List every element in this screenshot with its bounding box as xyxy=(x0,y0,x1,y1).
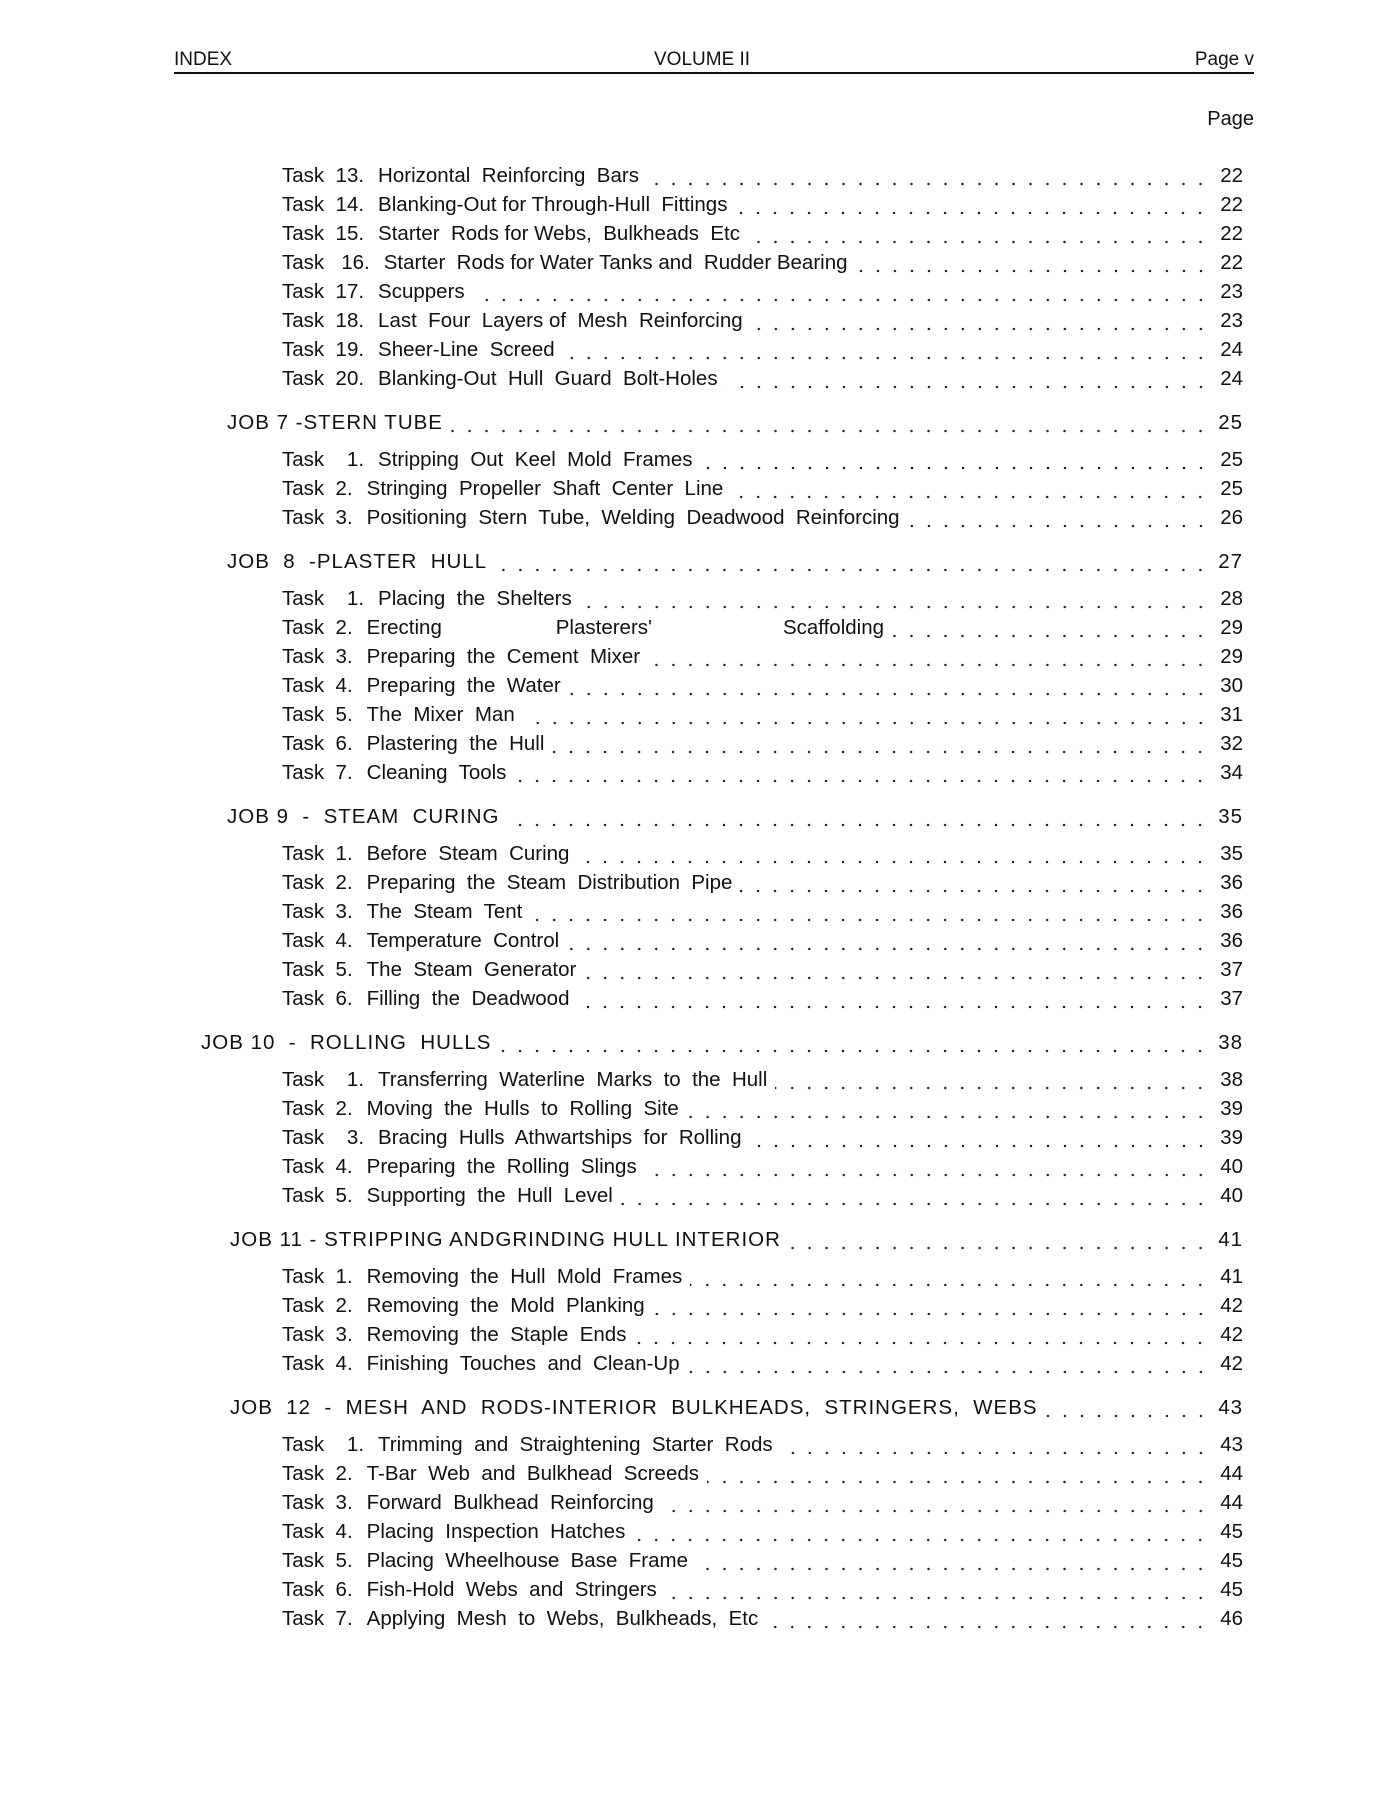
task-number: Task 5. xyxy=(282,1549,353,1572)
toc-job-entry xyxy=(0,550,1399,579)
dot-leader xyxy=(781,1451,1209,1455)
task-number: Task 1. xyxy=(282,1068,365,1091)
task-number: Task 4. xyxy=(282,674,353,697)
page-number: 45 xyxy=(1220,1549,1243,1572)
page-number: 45 xyxy=(1220,1520,1243,1543)
task-title: Removing the Mold Planking xyxy=(366,1294,645,1317)
page-number: 38 xyxy=(1218,1031,1243,1054)
toc-task-entry xyxy=(0,842,1399,871)
task-title: Trimming and Straightening Starter Rods xyxy=(378,1433,773,1456)
task-number: Task 4. xyxy=(282,1155,353,1178)
task-title: Blanking-Out Hull Guard Bolt-Holes xyxy=(378,367,718,390)
page-number: 36 xyxy=(1220,871,1243,894)
dot-leader xyxy=(735,211,1209,215)
task-number: Task 3. xyxy=(282,900,353,923)
task-number: Task 6. xyxy=(282,1578,353,1601)
page-number: 39 xyxy=(1220,1126,1243,1149)
toc-task-entry xyxy=(0,1184,1399,1213)
page-number: 24 xyxy=(1220,367,1243,390)
task-number: Task 2. xyxy=(282,1097,353,1120)
task-title: Transferring Waterline Marks to the Hull xyxy=(378,1068,768,1091)
toc-task-entry xyxy=(0,1520,1399,1549)
dot-leader xyxy=(775,1086,1209,1090)
toc-task-entry xyxy=(0,506,1399,535)
toc-task-entry xyxy=(0,674,1399,703)
task-number: Task 20. xyxy=(282,367,365,390)
page-number: 43 xyxy=(1220,1433,1243,1456)
task-number: Task 2. xyxy=(282,1462,353,1485)
task-number: Task 16. xyxy=(282,251,370,274)
toc-task-entry xyxy=(0,193,1399,222)
task-title: The Steam Tent xyxy=(366,900,523,923)
task-title: Preparing the Water xyxy=(366,674,561,697)
page-number: 26 xyxy=(1220,506,1243,529)
dot-leader xyxy=(1046,1414,1209,1418)
page-column-label: Page xyxy=(1207,108,1254,130)
page-number: 25 xyxy=(1220,477,1243,500)
toc-job-entry xyxy=(0,411,1399,440)
task-title: The Steam Generator xyxy=(366,958,577,981)
toc-task-entry xyxy=(0,900,1399,929)
task-number: Task 6. xyxy=(282,732,353,755)
page-number: 22 xyxy=(1220,164,1243,187)
dot-leader xyxy=(507,823,1209,827)
page-number: 23 xyxy=(1220,309,1243,332)
toc-task-entry xyxy=(0,871,1399,900)
task-title: Bracing Hulls Athwartships for Rolling xyxy=(378,1126,742,1149)
task-title: Placing the Shelters xyxy=(378,587,572,610)
dot-leader xyxy=(665,1596,1209,1600)
task-title: Supporting the Hull Level xyxy=(366,1184,613,1207)
task-number: Task 19. xyxy=(282,338,365,361)
task-title: Preparing the Cement Mixer xyxy=(366,645,641,668)
toc-task-entry xyxy=(0,616,1399,645)
task-number: Task 4. xyxy=(282,1352,353,1375)
page-number: 29 xyxy=(1220,616,1243,639)
dot-leader xyxy=(740,889,1209,893)
task-number: Task 15. xyxy=(282,222,365,245)
page-number: 42 xyxy=(1220,1323,1243,1346)
dot-leader xyxy=(530,918,1209,922)
page-number: 42 xyxy=(1220,1294,1243,1317)
toc-job-entry xyxy=(0,1228,1399,1257)
page-number: 22 xyxy=(1220,193,1243,216)
task-number: Task 17. xyxy=(282,280,365,303)
task-number: Task 4. xyxy=(282,929,353,952)
dot-leader xyxy=(908,524,1209,528)
page-number: 32 xyxy=(1220,732,1243,755)
task-title: Starter Rods for Water Tanks and Rudder Bearing xyxy=(383,251,848,274)
task-title: Temperature Control xyxy=(366,929,560,952)
toc-job-entry xyxy=(0,1031,1399,1060)
dot-leader xyxy=(567,947,1209,951)
task-title: Finishing Touches and Clean-Up xyxy=(366,1352,680,1375)
job-title: JOB 11 - STRIPPING ANDGRINDING HULL INTERIOR xyxy=(230,1228,781,1251)
page-number: 24 xyxy=(1220,338,1243,361)
page-number: 42 xyxy=(1220,1352,1243,1375)
task-title: Before Steam Curing xyxy=(366,842,570,865)
dot-leader xyxy=(701,466,1210,470)
dot-leader xyxy=(766,1625,1209,1629)
dot-leader xyxy=(688,1370,1209,1374)
task-number: Task 7. xyxy=(282,761,353,784)
page-number: 34 xyxy=(1220,761,1243,784)
task-number: Task 3. xyxy=(282,1491,353,1514)
page-number: 31 xyxy=(1220,703,1243,726)
task-number: Task 2. xyxy=(282,616,353,639)
task-title: Placing Wheelhouse Base Frame xyxy=(366,1549,688,1572)
toc-task-entry xyxy=(0,309,1399,338)
task-title: Fish-Hold Webs and Stringers xyxy=(366,1578,657,1601)
dot-leader xyxy=(621,1202,1209,1206)
page-number: 25 xyxy=(1218,411,1243,434)
job-title: JOB 10 - ROLLING HULLS xyxy=(201,1031,492,1054)
dot-leader xyxy=(645,1173,1209,1177)
toc-task-entry xyxy=(0,1155,1399,1184)
dot-leader xyxy=(633,1538,1209,1542)
page-number: 22 xyxy=(1220,222,1243,245)
dot-leader xyxy=(648,663,1209,667)
toc-task-entry xyxy=(0,1578,1399,1607)
dot-leader xyxy=(856,269,1209,273)
header-page-number: Page v xyxy=(1194,49,1254,70)
dot-leader xyxy=(514,779,1209,783)
dot-leader xyxy=(580,605,1209,609)
page-number: 41 xyxy=(1220,1265,1243,1288)
page-number: 29 xyxy=(1220,645,1243,668)
task-number: Task 3. xyxy=(282,506,353,529)
dot-leader xyxy=(731,495,1209,499)
toc-task-entry xyxy=(0,367,1399,396)
page-number: 40 xyxy=(1220,1184,1243,1207)
page-number: 22 xyxy=(1220,251,1243,274)
dot-leader xyxy=(707,1480,1209,1484)
task-title: Plastering the Hull xyxy=(366,732,545,755)
page-number: 37 xyxy=(1220,958,1243,981)
task-title: Starter Rods for Webs, Bulkheads Etc xyxy=(378,222,740,245)
toc-task-entry xyxy=(0,280,1399,309)
page-header xyxy=(174,46,1254,74)
task-number: Task 1. xyxy=(282,1433,365,1456)
page-number: 39 xyxy=(1220,1097,1243,1120)
task-title: Positioning Stern Tube, Welding Deadwood Reinforcing xyxy=(366,506,900,529)
page-number: 25 xyxy=(1220,448,1243,471)
page-number: 30 xyxy=(1220,674,1243,697)
task-title: Cleaning Tools xyxy=(366,761,507,784)
toc-task-entry xyxy=(0,1323,1399,1352)
task-number: Task 5. xyxy=(282,958,353,981)
toc-task-entry xyxy=(0,987,1399,1016)
dot-leader xyxy=(634,1341,1209,1345)
page-number: 23 xyxy=(1220,280,1243,303)
task-number: Task 14. xyxy=(282,193,365,216)
dot-leader xyxy=(726,385,1209,389)
task-title: T-Bar Web and Bulkhead Screeds xyxy=(366,1462,699,1485)
task-title: Applying Mesh to Webs, Bulkheads, Etc xyxy=(366,1607,759,1630)
toc-job-entry xyxy=(0,805,1399,834)
toc-task-entry xyxy=(0,1549,1399,1578)
toc-task-entry xyxy=(0,1294,1399,1323)
task-title: Horizontal Reinforcing Bars xyxy=(378,164,639,187)
task-number: Task 1. xyxy=(282,448,365,471)
task-number: Task 2. xyxy=(282,871,353,894)
page-number: 38 xyxy=(1220,1068,1243,1091)
task-title: Moving the Hulls to Rolling Site xyxy=(366,1097,679,1120)
header-index: INDEX xyxy=(174,49,233,70)
task-number: Task 2. xyxy=(282,477,353,500)
toc-task-entry xyxy=(0,477,1399,506)
dot-leader xyxy=(495,568,1209,572)
toc-task-entry xyxy=(0,732,1399,761)
task-number: Task 3. xyxy=(282,1323,353,1346)
task-number: Task 5. xyxy=(282,1184,353,1207)
toc-task-entry xyxy=(0,1097,1399,1126)
task-title: Stripping Out Keel Mold Frames xyxy=(378,448,693,471)
toc-task-entry xyxy=(0,958,1399,987)
task-number: Task 1. xyxy=(282,842,353,865)
task-title: Removing the Hull Mold Frames xyxy=(366,1265,683,1288)
toc-task-entry xyxy=(0,164,1399,193)
task-title: The Mixer Man xyxy=(366,703,515,726)
task-title: Last Four Layers of Mesh Reinforcing xyxy=(378,309,743,332)
dot-leader xyxy=(569,692,1209,696)
page-number: 46 xyxy=(1220,1607,1243,1630)
toc-task-entry xyxy=(0,338,1399,367)
page-number: 43 xyxy=(1218,1396,1243,1419)
page-number: 35 xyxy=(1218,805,1243,828)
page-number: 27 xyxy=(1218,550,1243,573)
dot-leader xyxy=(523,721,1209,725)
job-title: JOB 12 - MESH AND RODS-INTERIOR BULKHEADS, STRINGERS, WEBS xyxy=(230,1396,1038,1419)
task-title: Preparing the Rolling Slings xyxy=(366,1155,637,1178)
task-title: Scuppers xyxy=(378,280,465,303)
toc-job-entry xyxy=(0,1396,1399,1425)
dot-leader xyxy=(647,182,1209,186)
header-volume: VOLUME II xyxy=(654,49,751,70)
toc-task-entry xyxy=(0,645,1399,674)
toc-task-entry xyxy=(0,1068,1399,1097)
dot-leader xyxy=(499,1049,1209,1053)
page-number: 36 xyxy=(1220,929,1243,952)
task-title: Filling the Deadwood xyxy=(366,987,570,1010)
job-title: JOB 9 - STEAM CURING xyxy=(227,805,500,828)
dot-leader xyxy=(751,327,1209,331)
page-number: 35 xyxy=(1220,842,1243,865)
task-title: Preparing the Steam Distribution Pipe xyxy=(366,871,733,894)
dot-leader xyxy=(696,1567,1209,1571)
dot-leader xyxy=(584,976,1209,980)
toc-task-entry xyxy=(0,1265,1399,1294)
task-title: Sheer-Line Screed xyxy=(378,338,555,361)
dot-leader xyxy=(687,1115,1209,1119)
toc-task-entry xyxy=(0,251,1399,280)
dot-leader xyxy=(552,750,1209,754)
task-number: Task 6. xyxy=(282,987,353,1010)
task-number: Task 2. xyxy=(282,1294,353,1317)
toc-task-entry xyxy=(0,1462,1399,1491)
task-title: Forward Bulkhead Reinforcing xyxy=(366,1491,654,1514)
page-number: 41 xyxy=(1218,1228,1243,1251)
dot-leader xyxy=(789,1246,1209,1250)
toc-task-entry xyxy=(0,587,1399,616)
dot-leader xyxy=(653,1312,1209,1316)
toc-task-entry xyxy=(0,761,1399,790)
task-title: Stringing Propeller Shaft Center Line xyxy=(366,477,724,500)
task-number: Task 13. xyxy=(282,164,365,187)
toc-task-entry xyxy=(0,1433,1399,1462)
dot-leader xyxy=(451,429,1209,433)
toc-task-entry xyxy=(0,703,1399,732)
task-number: Task 3. xyxy=(282,1126,365,1149)
task-title: Blanking-Out for Through-Hull Fittings xyxy=(378,193,728,216)
job-title: JOB 7 -STERN TUBE xyxy=(227,411,443,434)
toc-task-entry xyxy=(0,929,1399,958)
page-number: 44 xyxy=(1220,1462,1243,1485)
task-number: Task 7. xyxy=(282,1607,353,1630)
task-number: Task 3. xyxy=(282,645,353,668)
dot-leader xyxy=(577,860,1209,864)
page-number: 45 xyxy=(1220,1578,1243,1601)
page-number: 28 xyxy=(1220,587,1243,610)
dot-leader xyxy=(892,634,1209,638)
toc-task-entry xyxy=(0,1491,1399,1520)
dot-leader xyxy=(690,1283,1209,1287)
page-number: 37 xyxy=(1220,987,1243,1010)
dot-leader xyxy=(563,356,1209,360)
task-number: Task 18. xyxy=(282,309,365,332)
page-number: 36 xyxy=(1220,900,1243,923)
job-title: JOB 8 -PLASTER HULL xyxy=(227,550,488,573)
task-title: Placing Inspection Hatches xyxy=(366,1520,626,1543)
dot-leader xyxy=(750,1144,1210,1148)
toc-task-entry xyxy=(0,1607,1399,1636)
dot-leader xyxy=(748,240,1209,244)
table-of-contents xyxy=(0,164,1399,1636)
toc-task-entry xyxy=(0,222,1399,251)
task-number: Task 5. xyxy=(282,703,353,726)
toc-task-entry xyxy=(0,448,1399,477)
toc-task-entry xyxy=(0,1352,1399,1381)
task-title: Erecting Plasterers' Scaffolding xyxy=(366,616,885,639)
dot-leader xyxy=(577,1005,1209,1009)
task-number: Task 1. xyxy=(282,1265,353,1288)
task-title: Removing the Staple Ends xyxy=(366,1323,627,1346)
task-number: Task 4. xyxy=(282,1520,353,1543)
dot-leader xyxy=(662,1509,1209,1513)
task-number: Task 1. xyxy=(282,587,365,610)
page-number: 40 xyxy=(1220,1155,1243,1178)
page-number: 44 xyxy=(1220,1491,1243,1514)
toc-task-entry xyxy=(0,1126,1399,1155)
dot-leader xyxy=(473,298,1209,302)
